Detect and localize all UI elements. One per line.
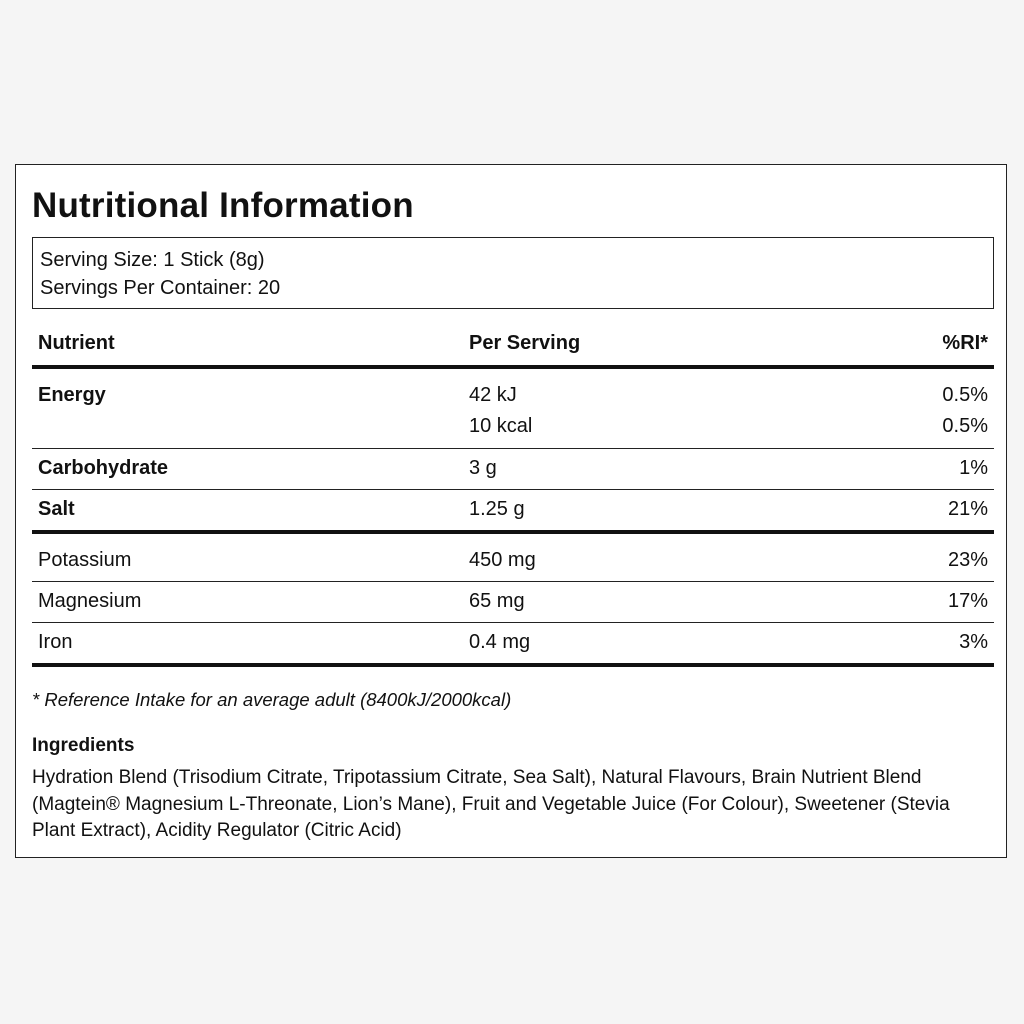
table-row [32,369,994,408]
nutrient-name: Potassium [38,549,132,571]
header-nutrient: Nutrient [38,332,115,354]
nutrient-ri: 0.5% [942,384,988,406]
nutrient-ri: 23% [947,549,988,571]
nutrient-name: Salt [38,498,75,520]
nutrient-amount: 1.25 g [469,498,525,520]
ingredients-text: Hydration Blend (Trisodium Citrate, Tripotassium Citrate, Sea Salt), Natural Flavours, Brain Nutrient Blend (Magtein® Magnesium L-Threonate, Lion’s Mane), Fruit and Vegetable Juice (For Colour), Sweetener (Stevia Plant Extract), Acidity Regulator (Citric Acid) [32,767,950,841]
table-row [32,408,994,449]
servings-per-container: Servings Per Container: 20 [40,277,281,299]
label-title: Nutritional Information [32,186,414,225]
nutrition-label [15,164,1007,858]
nutrient-ri: 0.5% [942,415,988,437]
nutrient-amount: 42 kJ [469,384,517,406]
serving-size: Serving Size: 1 Stick (8g) [40,249,265,271]
nutrient-name: Carbohydrate [38,457,169,479]
header-ri: %RI* [942,332,988,354]
nutrient-ri: 17% [947,590,988,612]
ingredients-heading: Ingredients [32,735,135,756]
table-row [32,623,994,667]
nutrient-amount: 3 g [469,457,497,479]
nutrient-amount: 450 mg [469,549,536,571]
table-row [32,534,994,582]
table-row [32,449,994,490]
nutrient-ri: 21% [947,498,988,520]
nutrient-amount: 65 mg [469,590,525,612]
nutrient-ri: 3% [959,631,988,653]
serving-info-box [32,237,994,309]
nutrient-name: Energy [38,384,106,406]
nutrient-ri: 1% [959,457,988,479]
table-header-row [32,323,994,369]
nutrient-name: Iron [38,631,73,653]
nutrient-name: Magnesium [38,590,142,612]
table-row [32,582,994,623]
header-per-serving: Per Serving [469,332,581,354]
nutrient-amount: 10 kcal [469,415,533,437]
nutrition-table [32,323,994,667]
table-row [32,490,994,534]
ri-footnote: * Reference Intake for an average adult (8400kJ/2000kcal) [32,689,512,710]
nutrient-amount: 0.4 mg [469,631,531,653]
